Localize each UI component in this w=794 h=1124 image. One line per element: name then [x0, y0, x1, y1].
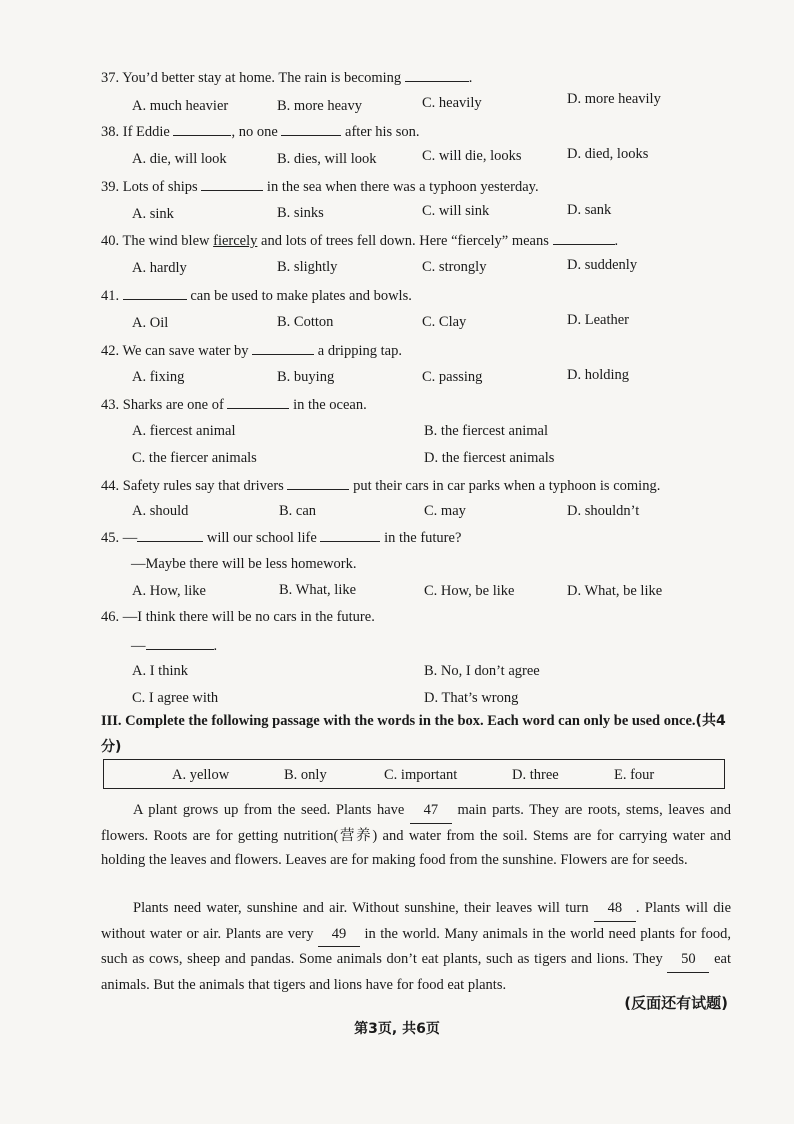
option-d: D. What, be like: [567, 583, 663, 599]
question-text: Sharks are one of: [122, 397, 224, 413]
option-b: B. can: [279, 503, 317, 519]
option-a: A. How, like: [132, 583, 206, 599]
option-c: C. the fiercer animals: [132, 450, 257, 466]
question-text: , no one: [231, 124, 278, 140]
option-c: C. may: [424, 503, 466, 519]
passage-text: . Plants will die without water or air. Plants are very: [101, 900, 732, 942]
question-number: 39.: [101, 179, 120, 195]
question-text: and lots of trees fell down. Here “fiercely” means: [261, 233, 549, 249]
option-d: D. more heavily: [567, 91, 661, 107]
section-instruction: III. Complete the following passage with the words in the box. Each word can only be used once.: [101, 713, 696, 729]
question-40: [101, 232, 618, 250]
passage-text: Plants need water, sunshine and air. Without sunshine, their leaves will turn: [133, 900, 589, 916]
option-c: C. I agree with: [132, 690, 219, 706]
option-c: C. will sink: [422, 203, 490, 219]
question-number: 42.: [101, 343, 120, 359]
passage-text: A plant grows up from the seed. Plants have: [133, 802, 405, 818]
question-number: 44.: [101, 478, 120, 494]
option-d: D. sank: [567, 202, 612, 218]
answer-blank: [137, 529, 203, 542]
question-number: 43.: [101, 397, 120, 413]
option-b: B. buying: [277, 369, 335, 385]
question-text: .: [614, 233, 619, 249]
page-number: 第3页, 共6页: [354, 1021, 440, 1037]
question-43: [101, 396, 367, 414]
option-d: D. the fiercest animals: [424, 450, 555, 466]
option-c: C. passing: [422, 369, 483, 385]
option-b: B. No, I don’t agree: [424, 663, 540, 679]
question-46: [101, 609, 375, 626]
question-text: —: [122, 530, 138, 546]
question-45: [101, 529, 461, 547]
word-box: [103, 759, 725, 789]
option-b: B. dies, will look: [277, 151, 377, 167]
option-d: D. died, looks: [567, 146, 649, 162]
option-d: D. shouldn’t: [567, 503, 640, 519]
question-text: —I think there will be no cars in the future.: [122, 609, 375, 625]
question-text: You’d better stay at home. The rain is becoming: [122, 70, 402, 86]
question-text: Safety rules say that drivers: [122, 478, 284, 494]
option-a: A. I think: [132, 663, 188, 679]
option-b: B. sinks: [277, 205, 324, 221]
question-44: [101, 477, 660, 495]
question-text: can be used to make plates and bowls.: [190, 288, 412, 304]
option-a: A. fiercest animal: [132, 423, 236, 439]
question-38: [101, 123, 420, 141]
answer-blank: [227, 396, 289, 409]
question-text: will our school life: [206, 530, 317, 546]
question-number: 40.: [101, 233, 120, 249]
option-a: A. much heavier: [132, 98, 229, 114]
question-number: 46.: [101, 609, 120, 625]
option-a: A. fixing: [132, 369, 185, 385]
option-b: B. the fiercest animal: [424, 423, 549, 439]
underlined-word: fiercely: [213, 233, 258, 249]
passage-paragraph-2: [101, 896, 731, 997]
word-option-e: E. four: [614, 767, 655, 783]
question-text: The wind blew: [122, 233, 210, 249]
answer-blank: [123, 287, 187, 300]
question-number: 45.: [101, 530, 120, 546]
option-c: C. How, be like: [424, 583, 515, 599]
question-number: 41.: [101, 288, 120, 304]
option-c: C. will die, looks: [422, 148, 522, 164]
answer-blank: [405, 69, 469, 82]
option-b: B. slightly: [277, 259, 338, 275]
question-text: .: [468, 70, 473, 86]
answer-blank: [281, 123, 341, 136]
option-d: D. That’s wrong: [424, 690, 519, 706]
option-c: C. Clay: [422, 314, 467, 330]
answer-blank: [287, 477, 349, 490]
question-text: We can save water by: [122, 343, 249, 359]
continue-note: (反面还有试题): [624, 994, 728, 1012]
question-text: in the ocean.: [293, 397, 367, 413]
passage-text: main parts. They are roots, stems, leaves and flowers. Roots are for getting nutrition(营养) and water from the soil. Stems are for carrying water and holding the leaves and flowers. Leaves are for making food from the sunshine. Flowers are for seeds.: [101, 802, 732, 868]
section-3-heading: [101, 708, 731, 760]
question-text: in the sea when there was a typhoon yesterday.: [266, 179, 539, 195]
option-c: C. strongly: [422, 259, 487, 275]
option-c: C. heavily: [422, 95, 482, 111]
question-number: 37.: [101, 70, 120, 86]
question-text: Lots of ships: [122, 179, 198, 195]
section-score: (共4分): [101, 713, 726, 755]
blank-48: 48: [594, 896, 636, 922]
option-b: B. more heavy: [277, 98, 362, 114]
question-39: [101, 178, 539, 196]
question-text: after his son.: [345, 124, 420, 140]
passage-text: in the world. Many animals in the world need plants for food, such as cows, sheep and pandas. Some animals don’t eat plants, such as tigers and lions. They: [101, 925, 732, 967]
question-text: —: [131, 638, 146, 654]
word-option-a: A. yellow: [172, 767, 230, 783]
answer-blank: [201, 178, 263, 191]
question-42: [101, 342, 402, 360]
passage-paragraph-1: [101, 798, 731, 873]
option-a: A. Oil: [132, 315, 169, 331]
answer-blank: [320, 529, 380, 542]
word-option-c: C. important: [384, 767, 458, 783]
option-d: D. holding: [567, 367, 630, 383]
word-option-d: D. three: [512, 767, 559, 783]
option-d: D. Leather: [567, 312, 629, 328]
option-a: A. sink: [132, 206, 174, 222]
question-46-reply: — .: [131, 638, 218, 654]
answer-blank: [146, 637, 214, 650]
answer-blank: [252, 342, 314, 355]
option-b: B. Cotton: [277, 314, 334, 330]
option-a: A. hardly: [132, 260, 187, 276]
question-text: in the future?: [384, 530, 462, 546]
answer-blank: [553, 232, 615, 245]
question-37: [101, 69, 472, 87]
answer-blank: [173, 123, 231, 136]
question-text: If Eddie: [122, 124, 170, 140]
option-d: D. suddenly: [567, 257, 638, 273]
option-a: A. should: [132, 503, 189, 519]
question-text: put their cars in car parks when a typhoon is coming.: [353, 478, 661, 494]
option-b: B. What, like: [279, 582, 357, 598]
option-a: A. die, will look: [132, 151, 227, 167]
passage-text: eat animals. But the animals that tigers and lions have for food eat plants.: [101, 951, 731, 993]
question-text: a dripping tap.: [317, 343, 402, 359]
question-41: [101, 287, 412, 305]
blank-49: 49: [318, 922, 360, 948]
word-option-b: B. only: [284, 767, 327, 783]
question-45-reply: —Maybe there will be less homework.: [131, 556, 357, 572]
question-number: 38.: [101, 124, 120, 140]
blank-47: 47: [410, 798, 452, 824]
blank-50: 50: [667, 947, 709, 973]
